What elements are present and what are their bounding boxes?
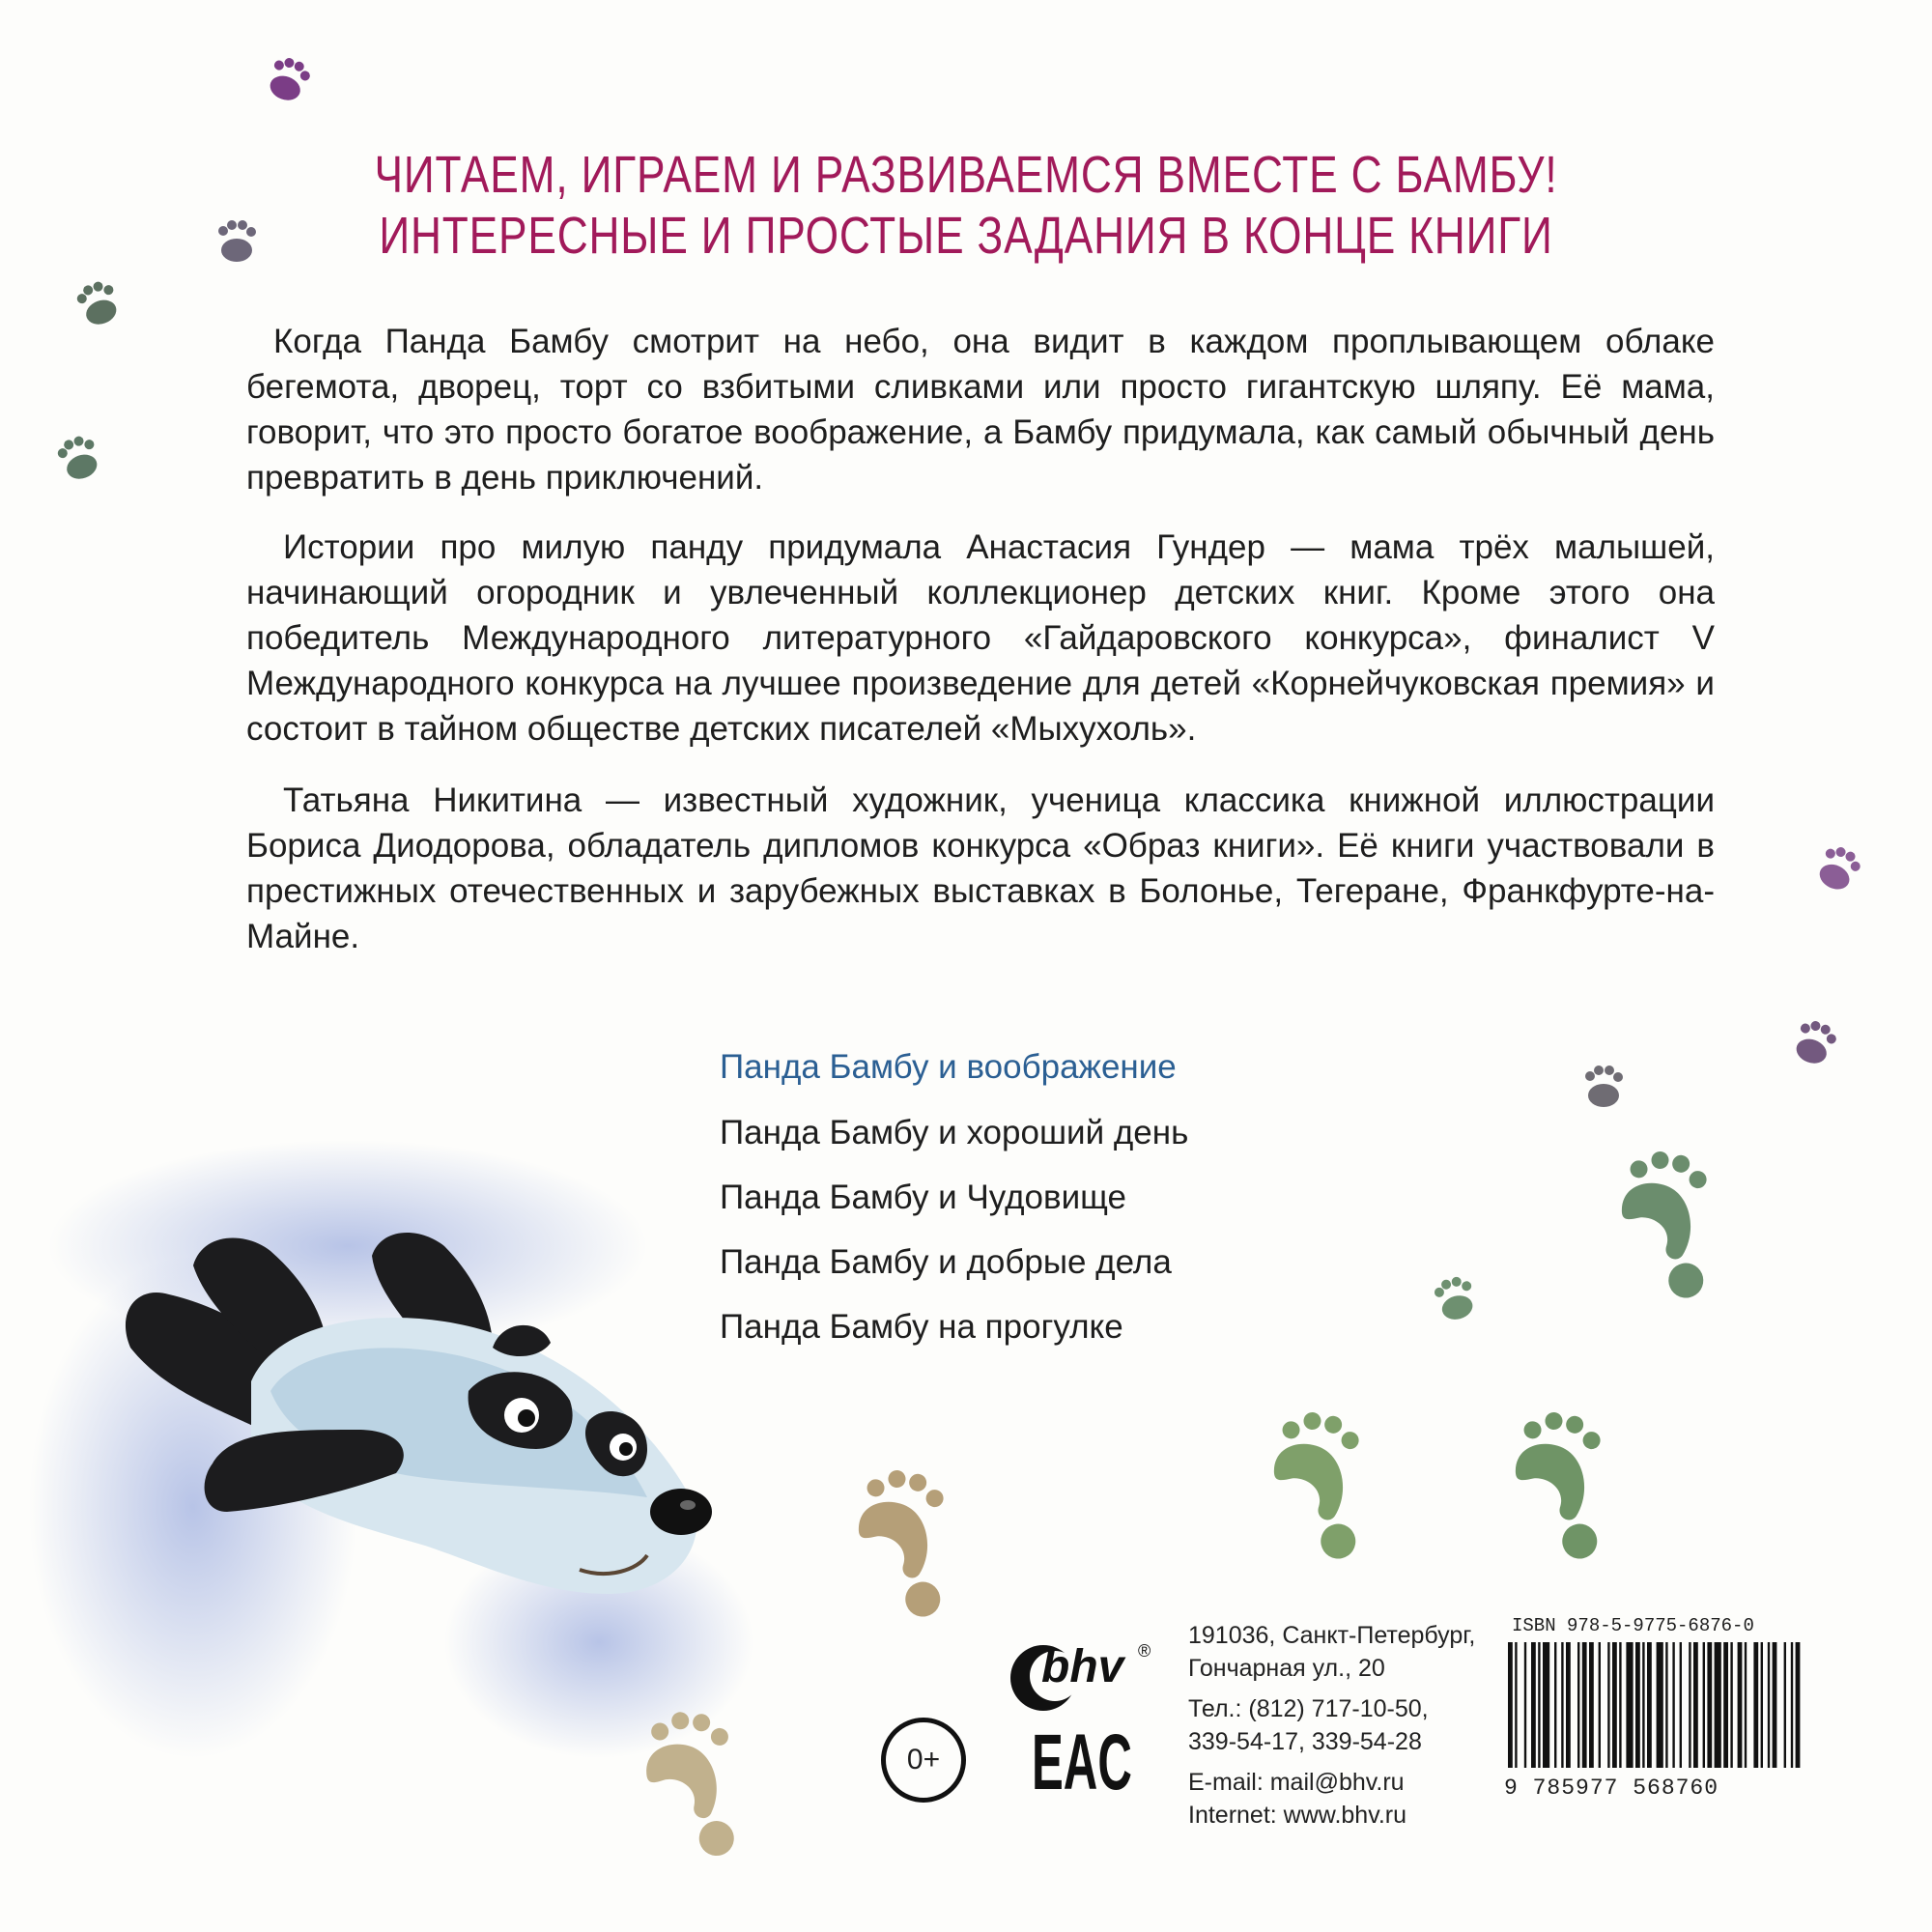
barcode-bar	[1791, 1642, 1793, 1768]
barcode-bar	[1703, 1642, 1705, 1768]
isbn-label: ISBN 978-5-9775-6876-0	[1512, 1615, 1754, 1636]
barcode-bar	[1672, 1642, 1674, 1768]
barcode-bar	[1753, 1642, 1758, 1768]
barcode-bar	[1508, 1642, 1513, 1768]
barcode-bar	[1657, 1642, 1663, 1768]
series-item: Панда Бамбу и добрые дела	[720, 1243, 1172, 1281]
svg-text:®: ®	[1138, 1641, 1151, 1661]
barcode-bar	[1566, 1642, 1571, 1768]
address-line-1: 191036, Санкт-Петербург,	[1188, 1622, 1476, 1649]
barcode-bar	[1773, 1642, 1777, 1768]
barcode-bar	[1538, 1642, 1540, 1768]
barcode-bar	[1524, 1642, 1526, 1768]
series-item: Панда Бамбу и Чудовище	[720, 1179, 1127, 1216]
barcode-bar	[1582, 1642, 1587, 1768]
barcode-bar	[1543, 1642, 1549, 1768]
barcode-bar	[1689, 1642, 1690, 1768]
barcode-bar	[1531, 1642, 1536, 1768]
barcode-bar	[1577, 1642, 1579, 1768]
eac-mark-text: EAC	[1032, 1719, 1132, 1807]
email: E-mail: mail@bhv.ru	[1188, 1769, 1405, 1796]
barcode-bar	[1784, 1642, 1786, 1768]
paragraph-illustrator: Татьяна Никитина — известный художник, ученица классика книжной иллюстрации Бориса Диодорова, обладатель дипломов конкурса «Образ книги». Её книги участвовали в престижных отечественных и зарубежных выставках в Болонье, Тегеране, Франкфурте-на-Майне.	[246, 781, 1715, 955]
phone-line-2: 339-54-17, 339-54-28	[1188, 1728, 1422, 1755]
barcode-bar	[1647, 1642, 1652, 1768]
barcode-bar	[1730, 1642, 1732, 1768]
barcode-bar	[1554, 1642, 1556, 1768]
paragraph-story: Когда Панда Бамбу смотрит на небо, она видит в каждом проплывающем облаке бегемота, дворец, торт со взбитыми сливками или просто гигантскую шляпу. Её мама, говорит, что это просто богатое воображение, а Бамбу придумала, как самый обычный день превратить в день приключений.	[246, 323, 1715, 497]
barcode-bar	[1607, 1642, 1609, 1768]
barcode-bar	[1707, 1642, 1712, 1768]
age-rating: 0+	[881, 1718, 966, 1803]
headline-line-1: ЧИТАЕМ, ИГРАЕМ И РАЗВИВАЕМСЯ ВМЕСТЕ С БАМБУ!	[374, 146, 1558, 204]
address-line-2: Гончарная ул., 20	[1188, 1655, 1385, 1682]
paragraph-author: Истории про милую панду придумала Анастасия Гундер — мама трёх малышей, начинающий огородник и увлеченный коллекционер детских книг. Кроме этого она победитель Международного литературного «Гайдаровского конкурса», финалист V Международного конкурса на лучшее произведение для детей «Корнейчуковская премия» и состоит в тайном обществе детских писателей «Мыхухоль».	[246, 528, 1715, 748]
barcode-bar	[1715, 1642, 1721, 1768]
barcode-bar	[1761, 1642, 1763, 1768]
barcode-bar	[1768, 1642, 1770, 1768]
headline-line-2: ИНТЕРЕСНЫЕ И ПРОСТЫЕ ЗАДАНИЯ В КОНЦЕ КНИГИ	[379, 207, 1553, 265]
barcode-bar	[1642, 1642, 1644, 1768]
barcode-bar	[1680, 1642, 1682, 1768]
barcode-bar	[1612, 1642, 1617, 1768]
barcode	[1504, 1642, 1876, 1776]
barcode-bar	[1619, 1642, 1621, 1768]
series-item: Панда Бамбу на прогулке	[720, 1308, 1123, 1346]
barcode-bar	[1665, 1642, 1667, 1768]
barcode-bar	[1723, 1642, 1728, 1768]
barcode-bar	[1599, 1642, 1601, 1768]
barcode-bar	[1626, 1642, 1633, 1768]
barcode-bar	[1561, 1642, 1563, 1768]
barcode-bar	[1796, 1642, 1801, 1768]
barcode-bar	[1693, 1642, 1698, 1768]
panda-illustration	[39, 1140, 773, 1642]
barcode-digits: 9 785977 568760	[1504, 1776, 1719, 1801]
barcode-bar	[1589, 1642, 1594, 1768]
internet: Internet: www.bhv.ru	[1188, 1802, 1407, 1829]
series-item: Панда Бамбу и хороший день	[720, 1114, 1189, 1151]
barcode-bar	[1515, 1642, 1517, 1768]
bhv-logo-text: bhv	[1041, 1641, 1124, 1692]
phone-line-1: Тел.: (812) 717-10-50,	[1188, 1695, 1429, 1722]
eac-mark-icon	[1032, 1719, 1132, 1807]
bhv-logo	[1005, 1618, 1169, 1724]
barcode-bar	[1635, 1642, 1640, 1768]
barcode-bar	[1738, 1642, 1743, 1768]
series-item: Панда Бамбу и воображение	[720, 1048, 1177, 1086]
barcode-bar	[1745, 1642, 1747, 1768]
